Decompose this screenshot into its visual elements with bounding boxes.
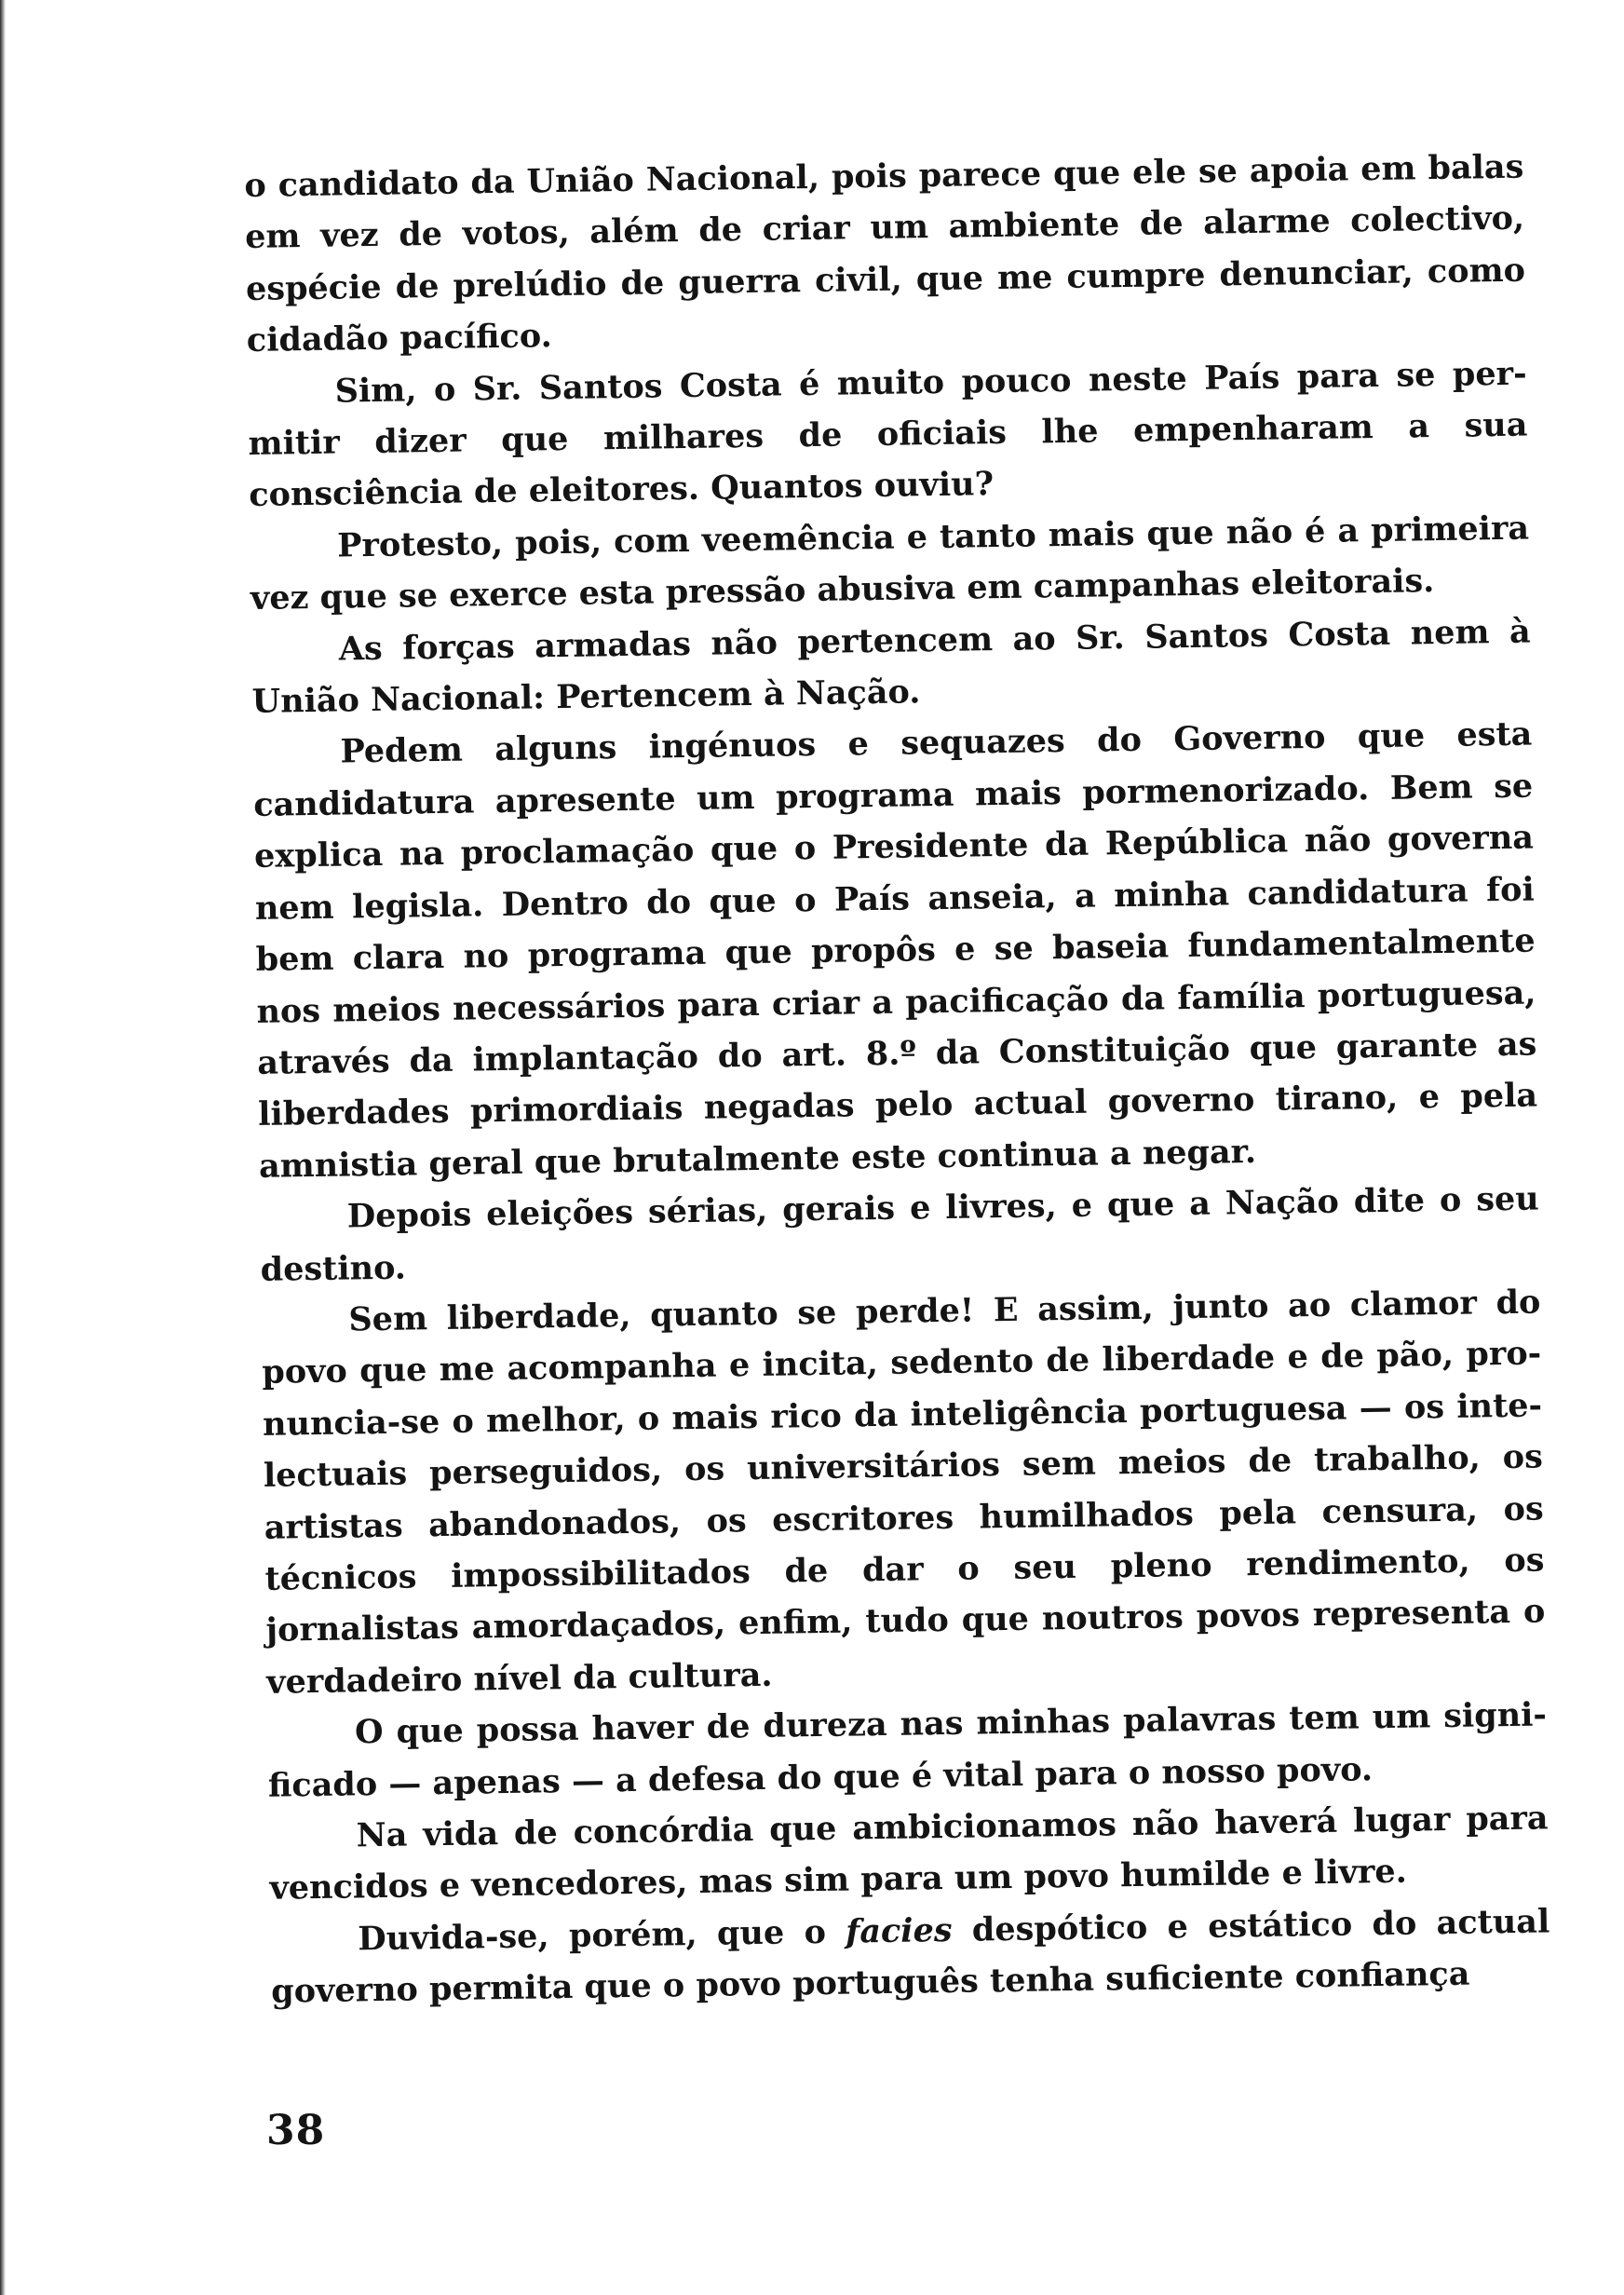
paragraph: Depois eleições sérias, gerais e livres, e que a Nação dite o seu destino. (260, 1179, 1539, 1289)
paragraph-text: despótico e estático do actual governo permita que o povo português tenha suficiente confiança (270, 1902, 1550, 2011)
paragraph: As forças armadas não pertencem ao Sr. Santos Costa nem à União Nacional: Pertencem à Nação. (251, 612, 1531, 721)
paragraph-text: Duvida-se, porém, que o (358, 1912, 846, 1959)
paragraph: o candidato da União Nacional, pois parece que ele se apoia em balas em vez de votos, além de criar um ambiente de alarme colectivo, espécie de prelúdio de guerra civil, que me cumpre denunciar, como cidadão pacífico. (244, 147, 1526, 360)
scan-edge-shadow (0, 0, 6, 2295)
paragraph: Sem liberdade, quanto se perde! E assim, junto ao clamor do povo que me acompanha e incita, sedento de liberdade e de pão, pronuncia-se o melhor, o mais rico da inteligência portuguesa — os intelectuais perseguidos, os universitários sem meios de trabalho, os artistas abandonados, os escritores humilhados pela censura, os técnicos impossibilitados de dar o seu pleno rendimento, os jornalistas amordaçados, enfim, tudo que noutros povos representa o verdadeiro nível da cultura. (262, 1283, 1546, 1702)
paragraph: Pedem alguns ingénuos e sequazes do Governo que esta candidatura apresente um programa mais pormenorizado. Bem se explica na proclamação que o Presidente da República não governa nem legisla. Dentro do que o País anseia, a minha candidatura foi bem clara no programa que propôs e se baseia fundamentalmente nos meios necessários para criar a pacificação da família portuguesa, através da implantação do art. 8.º da Constituição que garante as liberdades primordiais negadas pelo actual governo tirano, e pela amnistia geral que brutalmente este continua a negar. (252, 715, 1538, 1186)
page-body-text (244, 142, 1550, 2018)
paragraph: Protesto, pois, com veemência e tanto mais que não é a primeira vez que se exerce esta pressão abusiva em campanhas eleitorais. (250, 509, 1530, 618)
paragraph: Sim, o Sr. Santos Costa é muito pouco neste País para se permitir dizer que milhares de oficiais lhe empenharam a sua consciência de eleitores. Quantos ouviu? (248, 354, 1528, 515)
italic-term: facies (845, 1910, 953, 1951)
page-number: 38 (266, 2107, 326, 2154)
paragraph: Na vida de concórdia que ambicionamos não haverá lugar para vencidos e vencedores, mas sim para um povo humilde e livre. (269, 1799, 1549, 1908)
paragraph: O que possa haver de dureza nas minhas palavras tem um significado — apenas — a defesa do que é vital para o nosso povo. (267, 1695, 1548, 1805)
paragraph (270, 1895, 1550, 2017)
